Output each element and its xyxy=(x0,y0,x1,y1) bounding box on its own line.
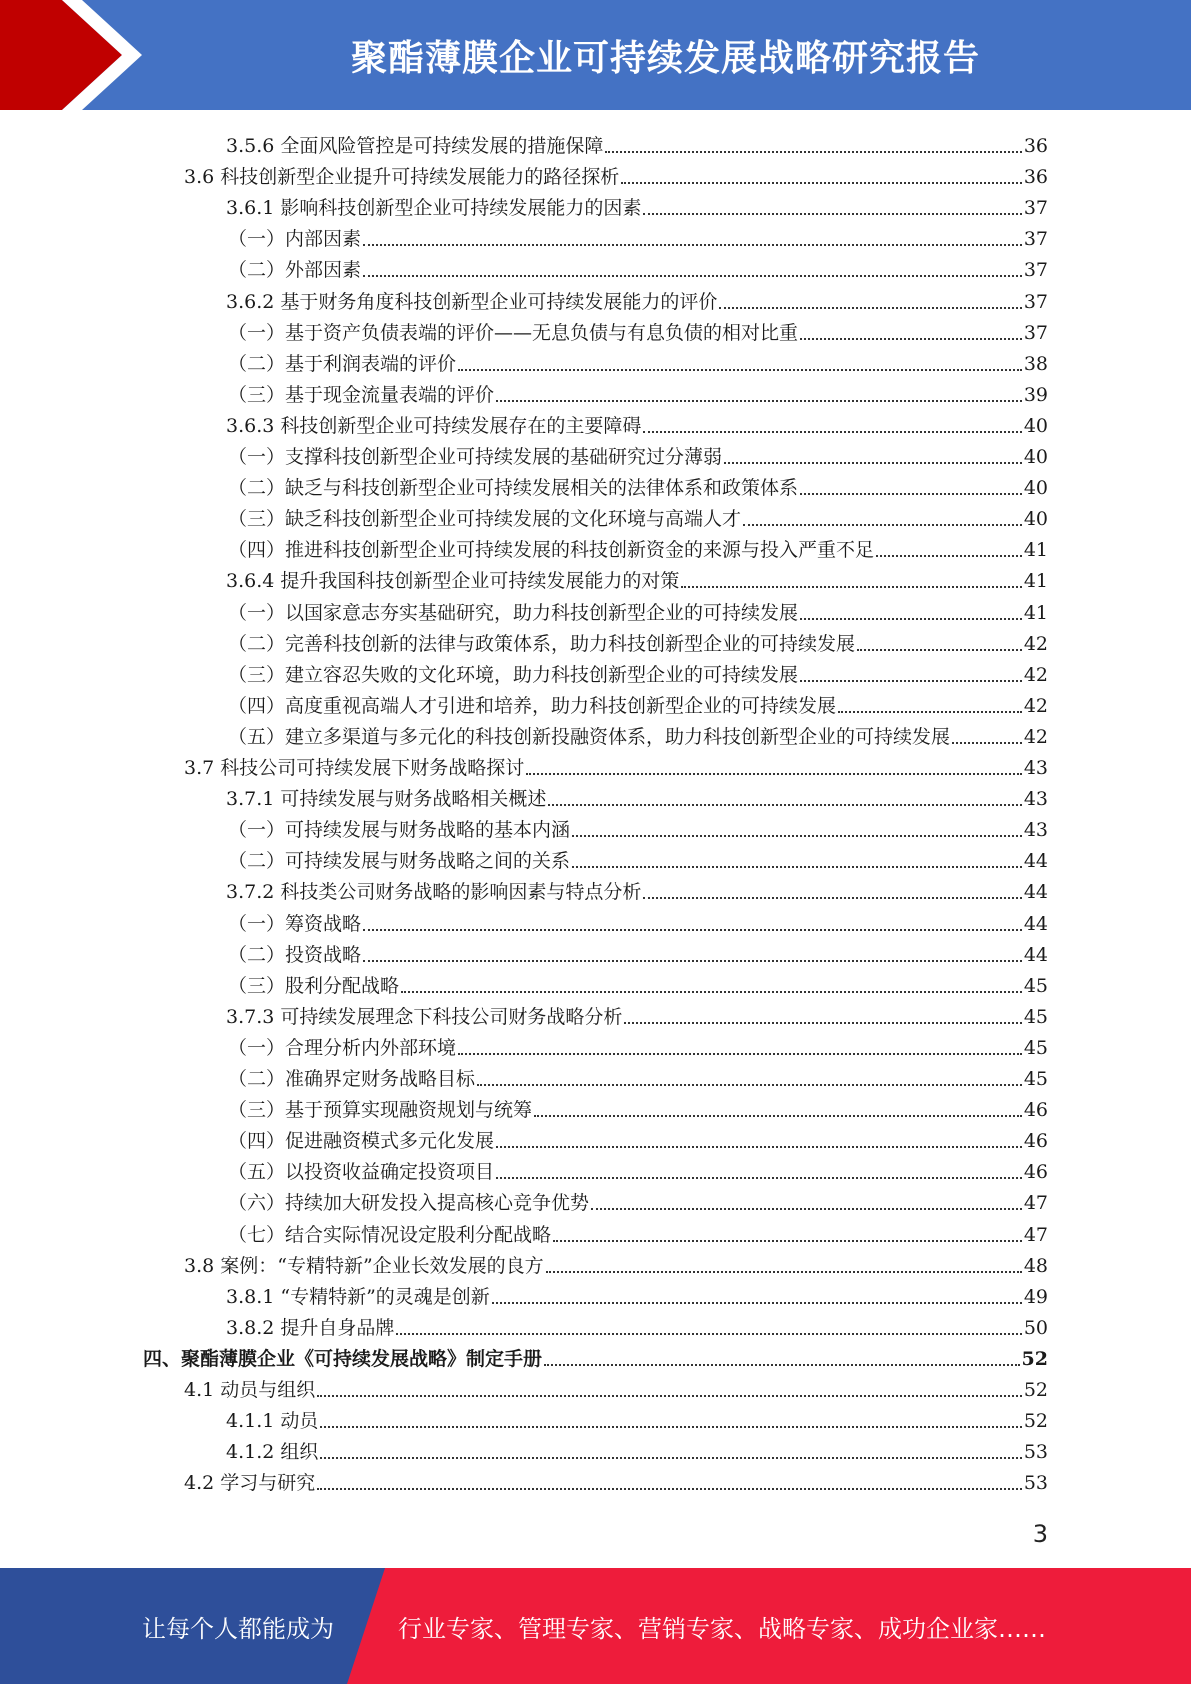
toc-entry-title: 3.8.2 提升自身品牌 xyxy=(226,1316,395,1339)
toc-leader-dots xyxy=(492,1302,1022,1304)
toc-entry-page: 49 xyxy=(1023,1285,1048,1308)
toc-entry-title: （三）基于预算实现融资规划与统筹 xyxy=(228,1099,533,1122)
toc-entry-title: （二）外部因素 xyxy=(228,259,362,282)
toc-entry-page: 39 xyxy=(1023,383,1048,406)
toc-leader-dots xyxy=(876,555,1022,557)
toc-entry-page: 45 xyxy=(1023,1036,1048,1059)
toc-entry[interactable] xyxy=(226,780,1048,811)
toc-leader-dots xyxy=(643,431,1021,433)
toc-entry[interactable] xyxy=(228,314,1048,345)
toc-entry[interactable] xyxy=(228,842,1048,873)
toc-entry-title: （六）持续加大研发投入提高核心竞争优势 xyxy=(228,1192,590,1215)
toc-entry[interactable] xyxy=(228,656,1048,687)
toc-entry-page: 43 xyxy=(1023,819,1048,842)
toc-entry-title: （三）建立容忍失败的文化环境，助力科技创新型企业的可持续发展 xyxy=(228,663,799,686)
toc-entry-page: 47 xyxy=(1023,1192,1048,1215)
toc-entry[interactable] xyxy=(228,1122,1048,1153)
toc-entry-page: 41 xyxy=(1023,539,1048,562)
toc-leader-dots xyxy=(534,1115,1022,1117)
toc-entry-page: 48 xyxy=(1023,1254,1048,1277)
toc-entry-page: 42 xyxy=(1023,694,1048,717)
toc-leader-dots xyxy=(458,369,1022,371)
toc-entry-title: 4.1.2 组织 xyxy=(226,1441,319,1464)
toc-leader-dots xyxy=(743,524,1022,526)
toc-entry-title: 3.5.6 全面风险管控是可持续发展的措施保障 xyxy=(226,135,604,157)
toc-entry[interactable] xyxy=(228,1216,1048,1247)
toc-leader-dots xyxy=(496,1146,1022,1148)
toc-entry[interactable] xyxy=(228,500,1048,531)
toc-entry-title: （一）基于资产负债表端的评价——无息负债与有息负债的相对比重 xyxy=(228,321,799,344)
toc-entry[interactable] xyxy=(228,1060,1048,1091)
toc-entry[interactable] xyxy=(226,189,1048,220)
toc-entry-page: 37 xyxy=(1023,228,1048,251)
toc-entry[interactable] xyxy=(226,1433,1048,1464)
toc-entry-page: 36 xyxy=(1023,135,1048,157)
toc-entry-page: 44 xyxy=(1023,943,1048,966)
toc-entry[interactable] xyxy=(226,127,1048,158)
toc-leader-dots xyxy=(572,866,1022,868)
toc-leader-dots xyxy=(546,1271,1022,1273)
toc-entry-title: 3.6.3 科技创新型企业可持续发展存在的主要障碍 xyxy=(226,414,642,437)
toc-entry[interactable] xyxy=(228,345,1048,376)
toc-leader-dots xyxy=(496,400,1022,402)
toc-entry-page: 52 xyxy=(1023,1379,1048,1401)
toc-entry[interactable] xyxy=(226,407,1048,438)
toc-entry-title: （三）缺乏科技创新型企业可持续发展的文化环境与高端人才 xyxy=(228,508,742,531)
toc-entry-page: 50 xyxy=(1023,1316,1048,1339)
toc-entry[interactable] xyxy=(228,718,1048,749)
toc-entry-page: 45 xyxy=(1023,1068,1048,1090)
toc-entry-page: 37 xyxy=(1023,197,1048,220)
toc-entry[interactable] xyxy=(228,376,1048,407)
toc-entry-title: （二）缺乏与科技创新型企业可持续发展相关的法律体系和政策体系 xyxy=(228,477,799,500)
toc-entry[interactable] xyxy=(184,1247,1048,1278)
toc-leader-dots xyxy=(724,462,1022,464)
toc-leader-dots xyxy=(952,742,1022,744)
toc-entry-page: 45 xyxy=(1023,1005,1048,1028)
toc-entry-title: 3.8 案例：“专精特新”企业长效发展的良方 xyxy=(184,1254,544,1277)
toc-entry-title: 3.6 科技创新型企业提升可持续发展能力的路径探析 xyxy=(184,166,620,189)
toc-leader-dots xyxy=(544,1364,1020,1366)
toc-leader-dots xyxy=(800,338,1022,340)
toc-entry-page: 40 xyxy=(1023,508,1048,531)
toc-entry[interactable] xyxy=(228,687,1048,718)
toc-entry-title: （二）可持续发展与财务战略之间的关系 xyxy=(228,850,571,873)
toc-leader-dots xyxy=(572,835,1022,837)
toc-entry-page: 44 xyxy=(1023,881,1048,904)
toc-entry-page: 36 xyxy=(1023,166,1048,189)
toc-entry-title: （五）以投资收益确定投资项目 xyxy=(228,1161,495,1184)
toc-entry-title: （三）股利分配战略 xyxy=(228,974,400,997)
toc-entry-page: 42 xyxy=(1023,632,1048,655)
toc-leader-dots xyxy=(800,618,1022,620)
toc-entry-title: 3.8.1 “专精特新”的灵魂是创新 xyxy=(226,1285,490,1308)
toc-entry[interactable] xyxy=(228,967,1048,998)
toc-entry-title: （一）筹资战略 xyxy=(228,912,362,935)
toc-entry-page: 45 xyxy=(1023,974,1048,997)
toc-entry-title: （七）结合实际情况设定股利分配战略 xyxy=(228,1223,552,1246)
toc-leader-dots xyxy=(317,1395,1022,1397)
toc-entry[interactable] xyxy=(228,1091,1048,1122)
toc-leader-dots xyxy=(320,1426,1021,1428)
toc-entry-page: 40 xyxy=(1023,446,1048,468)
toc-entry[interactable] xyxy=(226,562,1048,593)
toc-entry-page: 53 xyxy=(1023,1472,1048,1495)
toc-leader-dots xyxy=(857,649,1022,651)
toc-entry-title: （一）内部因素 xyxy=(228,228,362,251)
toc-entry-title: 3.7.1 可持续发展与财务战略相关概述 xyxy=(226,788,547,811)
toc-leader-dots xyxy=(591,1208,1022,1210)
toc-entry-title: （一）支撑科技创新型企业可持续发展的基础研究过分薄弱 xyxy=(228,446,723,468)
toc-entry-title: （二）投资战略 xyxy=(228,943,362,966)
toc-entry[interactable] xyxy=(228,220,1048,251)
toc-entry-page: 43 xyxy=(1023,788,1048,811)
toc-leader-dots xyxy=(320,1457,1021,1459)
toc-entry-page: 40 xyxy=(1023,414,1048,437)
toc-entry-page: 47 xyxy=(1023,1223,1048,1246)
toc-entry[interactable] xyxy=(228,594,1048,625)
toc-entry[interactable] xyxy=(184,158,1048,189)
toc-entry[interactable] xyxy=(228,811,1048,842)
toc-entry-page: 46 xyxy=(1023,1099,1048,1122)
toc-entry-title: 3.7.2 科技类公司财务战略的影响因素与特点分析 xyxy=(226,881,642,904)
toc-entry-title: （二）完善科技创新的法律与政策体系，助力科技创新型企业的可持续发展 xyxy=(228,632,856,655)
toc-entry[interactable] xyxy=(184,749,1048,780)
toc-entry-title: （一）合理分析内外部环境 xyxy=(228,1036,457,1059)
toc-leader-dots xyxy=(363,929,1022,931)
toc-entry-title: 3.7.3 可持续发展理念下科技公司财务战略分析 xyxy=(226,1005,623,1028)
toc-entry-page: 46 xyxy=(1023,1130,1048,1153)
toc-entry[interactable] xyxy=(228,1029,1048,1060)
toc-entry[interactable] xyxy=(228,251,1048,282)
toc-leader-dots xyxy=(643,213,1021,215)
toc-entry-title: 四、聚酯薄膜企业《可持续发展战略》制定手册 xyxy=(143,1347,543,1370)
toc-entry-page: 37 xyxy=(1023,290,1048,313)
toc-entry-page: 37 xyxy=(1023,259,1048,282)
toc-leader-dots xyxy=(363,960,1022,962)
toc-leader-dots xyxy=(363,244,1022,246)
toc-entry-page: 52 xyxy=(1021,1347,1048,1370)
toc-leader-dots xyxy=(605,151,1021,153)
toc-entry[interactable] xyxy=(226,873,1048,904)
toc-entry[interactable] xyxy=(143,1340,1048,1371)
toc-leader-dots xyxy=(401,991,1022,993)
toc-entry-title: （二）准确界定财务战略目标 xyxy=(228,1068,476,1090)
toc-entry-page: 43 xyxy=(1023,757,1048,779)
page-number: 3 xyxy=(1032,1520,1048,1548)
toc-leader-dots xyxy=(800,680,1022,682)
toc-leader-dots xyxy=(643,897,1021,899)
toc-entry-page: 40 xyxy=(1023,477,1048,500)
toc-leader-dots xyxy=(800,493,1022,495)
toc-entry[interactable] xyxy=(228,438,1048,469)
toc-leader-dots xyxy=(496,1177,1022,1179)
toc-entry-title: 3.6.2 基于财务角度科技创新型企业可持续发展能力的评价 xyxy=(226,290,718,313)
toc-leader-dots xyxy=(526,773,1022,775)
toc-entry-page: 42 xyxy=(1023,663,1048,686)
toc-leader-dots xyxy=(553,1240,1022,1242)
toc-entry-page: 53 xyxy=(1023,1441,1048,1464)
toc-entry[interactable] xyxy=(228,1184,1048,1215)
toc-leader-dots xyxy=(548,804,1021,806)
toc-entry-title: 4.1 动员与组织 xyxy=(184,1379,316,1401)
toc-entry-title: 3.6.1 影响科技创新型企业可持续发展能力的因素 xyxy=(226,197,642,220)
toc-entry[interactable] xyxy=(184,1464,1048,1495)
footer-slogan-right: 行业专家、管理专家、营销专家、战略专家、成功企业家…… xyxy=(398,1614,1046,1643)
toc-entry-page: 52 xyxy=(1023,1410,1048,1433)
toc-leader-dots xyxy=(477,1084,1022,1086)
toc-leader-dots xyxy=(317,1488,1022,1490)
toc-leader-dots xyxy=(458,1053,1022,1055)
toc-entry[interactable] xyxy=(228,936,1048,967)
toc-leader-dots xyxy=(681,586,1021,588)
toc-entry-page: 41 xyxy=(1023,601,1048,624)
toc-entry-page: 38 xyxy=(1023,352,1048,375)
toc-leader-dots xyxy=(396,1333,1021,1335)
toc-entry-title: （五）建立多渠道与多元化的科技创新投融资体系，助力科技创新型企业的可持续发展 xyxy=(228,725,951,748)
toc-entry-page: 44 xyxy=(1023,850,1048,873)
toc-entry[interactable] xyxy=(226,1309,1048,1340)
toc-entry[interactable] xyxy=(228,531,1048,562)
toc-entry-page: 46 xyxy=(1023,1161,1048,1184)
toc-entry-page: 42 xyxy=(1023,725,1048,748)
toc-entry-title: （四）推进科技创新型企业可持续发展的科技创新资金的来源与投入严重不足 xyxy=(228,539,875,562)
toc-leader-dots xyxy=(624,1022,1021,1024)
toc-entry-title: （二）基于利润表端的评价 xyxy=(228,352,457,375)
toc-entry-title: （一）以国家意志夯实基础研究，助力科技创新型企业的可持续发展 xyxy=(228,601,799,624)
toc-entry[interactable] xyxy=(226,998,1048,1029)
toc-entry[interactable] xyxy=(228,469,1048,500)
toc-entry[interactable] xyxy=(226,1278,1048,1309)
toc-entry[interactable] xyxy=(228,1153,1048,1184)
toc-entry-page: 41 xyxy=(1023,570,1048,593)
page-header xyxy=(0,0,1191,110)
toc-entry-title: （四）促进融资模式多元化发展 xyxy=(228,1130,495,1153)
page-footer xyxy=(0,1568,1191,1684)
toc-entry-page: 44 xyxy=(1023,912,1048,935)
toc-entry[interactable] xyxy=(228,625,1048,656)
toc-entry[interactable] xyxy=(226,283,1048,314)
footer-slogan-left: 让每个人都能成为 xyxy=(142,1614,334,1643)
toc-leader-dots xyxy=(621,182,1022,184)
toc-entry-title: （三）基于现金流量表端的评价 xyxy=(228,383,495,406)
toc-entry-title: 3.6.4 提升我国科技创新型企业可持续发展能力的对策 xyxy=(226,570,680,593)
toc-entry-title: （一）可持续发展与财务战略的基本内涵 xyxy=(228,819,571,842)
report-title: 聚酯薄膜企业可持续发展战略研究报告 xyxy=(350,37,980,79)
toc-entry[interactable] xyxy=(228,905,1048,936)
toc-entry-page: 37 xyxy=(1023,321,1048,344)
toc-entry-title: 3.7 科技公司可持续发展下财务战略探讨 xyxy=(184,757,525,779)
toc-entry-title: 4.2 学习与研究 xyxy=(184,1472,316,1495)
toc-entry[interactable] xyxy=(226,1402,1048,1433)
toc-entry[interactable] xyxy=(184,1371,1048,1402)
toc-leader-dots xyxy=(838,711,1022,713)
toc-leader-dots xyxy=(363,275,1022,277)
toc-leader-dots xyxy=(719,307,1021,309)
toc-entry-title: （四）高度重视高端人才引进和培养，助力科技创新型企业的可持续发展 xyxy=(228,694,837,717)
toc-entry-title: 4.1.1 动员 xyxy=(226,1410,319,1433)
